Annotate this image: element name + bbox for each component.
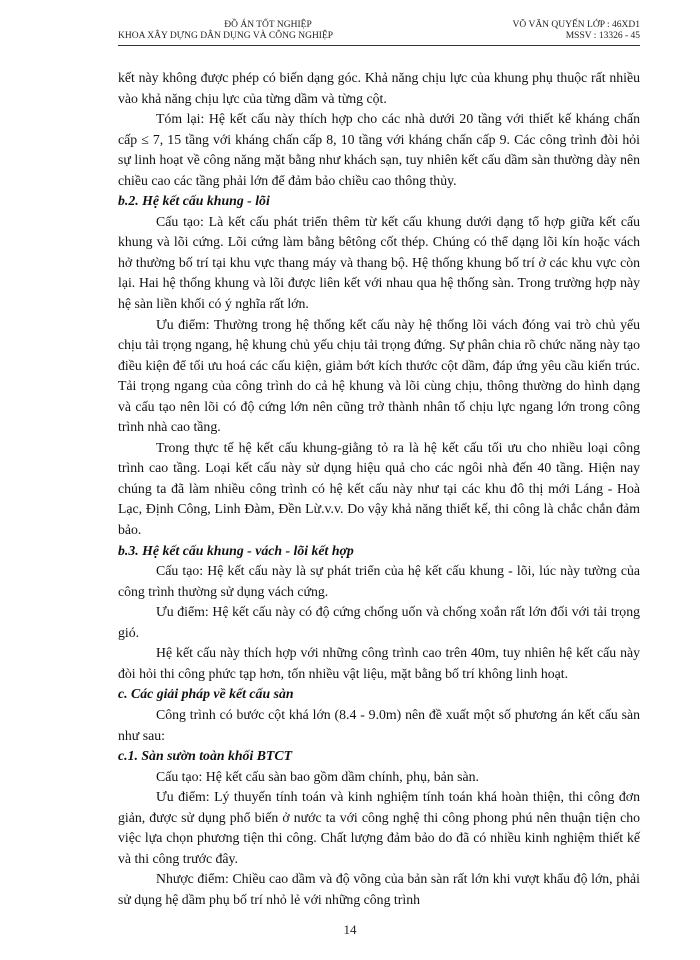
paragraph: Ưu điểm: Hệ kết cấu này có độ cứng chống uốn và chống xoắn rất lớn đối với tải trọng gió.: [118, 604, 640, 640]
paragraph: Ưu điểm: Lý thuyến tính toán và kinh nghiệm tính toán khá hoàn thiện, thi công đơn giản, được sử dụng phổ biến ở nước ta với công nghệ thi công phong phú nên thuận tiện cho việc lựa chọn phương tiện thi công. Chất lượng đảm bảo do đã có nhiều kinh nghiệm thiết kế và thi công trước đây.: [118, 789, 640, 866]
header-right: [440, 20, 640, 42]
paragraph: Công trình có bước cột khá lớn (8.4 - 9.0m) nên đề xuất một số phương án kết cấu sàn như sau:: [118, 706, 640, 743]
page-body: [118, 68, 640, 910]
section-heading: c.1. Sàn sườn toàn khối BTCT: [118, 748, 292, 764]
header-faculty: KHOA XÂY DỰNG DÂN DỤNG VÀ CÔNG NGHIỆP: [118, 31, 334, 41]
paragraph: kết này không được phép có biến dạng góc. Khả năng chịu lực của khung phụ thuộc rất nhiều vào khả năng chịu lực của từng dầm và từng cột.: [118, 70, 640, 106]
section-heading: b.3. Hệ kết cấu khung - vách - lõi kết hợp: [118, 542, 354, 558]
section-heading: b.2. Hệ kết cấu khung - lõi: [118, 193, 270, 209]
paragraph: Ưu điểm: Thường trong hệ thống kết cấu này hệ thống lõi vách đóng vai trò chủ yếu chịu tải trọng ngang, hệ khung chủ yếu chịu tải trọng đứng. Sự phân chia rõ chức năng này tạo điều kiện để tối ưu hoá các cấu kiện, giảm bớt kích thước cột dầm, đáp ứng yêu cầu kiến trúc. Tải trọng ngang của công trình do cả hệ khung và lõi cùng chịu, thông thường do hình dạng và cấu tạo nên lõi có độ cứng lớn nên cũng trở thành nhân tố chịu lực ngang lớn trong công trình nhà cao tầng.: [118, 316, 640, 435]
header-project-title: ĐỒ ÁN TỐT NGHIỆP: [224, 20, 312, 30]
page-number: 14: [343, 922, 357, 937]
paragraph: Tóm lại: Hệ kết cấu này thích hợp cho các nhà dưới 20 tầng với thiết kế kháng chấn cấp ≤ 7, 15 tầng với kháng chấn cấp 8, 10 tầng với kháng chấn cấp 9. Các công trình đòi hỏi sự linh hoạt về công năng mặt bằng như khách sạn, tuy nhiên kết cấu dầm sàn thường dày nên chiều cao các tầng phải lớn để đảm bảo chiều cao thông thủy.: [118, 111, 640, 188]
paragraph: Cấu tạo: Là kết cấu phát triển thêm từ kết cấu khung dưới dạng tổ hợp giữa kết cấu khung và lõi cứng. Lõi cứng làm bằng bêtông cốt thép. Chúng có thể dạng lõi kín hoặc vách hở thường bố trí tại khu vực thang máy và thang bộ. Hệ thống khung bố trí ở các khu vực còn lại. Hai hệ thống khung và lõi được liên kết với nhau qua hệ thống sàn. Trong trường hợp này hệ sàn liền khối có ý nghĩa rất lớn.: [118, 213, 640, 312]
page-header: [118, 20, 640, 48]
header-author-class: VÕ VĂN QUYẾN LỚP : 46XD1: [512, 20, 640, 30]
header-rule: [118, 45, 640, 46]
section-heading: c. Các giải pháp về kết cấu sàn: [118, 686, 294, 702]
paragraph: Cấu tạo: Hệ kết cấu này là sự phát triển của hệ kết cấu khung - lõi, lúc này tường của công trình thường sử dụng vách cứng.: [118, 563, 640, 599]
paragraph: Trong thực tế hệ kết cấu khung-giằng tỏ ra là hệ kết cấu tối ưu cho nhiều loại công trình cao tầng. Loại kết cấu này sử dụng hiệu quả cho các ngôi nhà đến 40 tầng. Hiện nay chúng ta đã làm nhiều công trình có hệ kết cấu này như tại các khu đô thị mới Láng - Hoà Lạc, Định Công, Linh Đàm, Đền Lừ.v.v. Do vậy khả năng thiết kế, thi công là chắc chắn đảm bảo.: [118, 439, 640, 538]
header-student-id: MSSV : 13326 - 45: [565, 31, 640, 41]
header-left: [118, 20, 418, 42]
paragraph: Nhược điểm: Chiều cao dầm và độ võng của bản sàn rất lớn khi vượt khẩu độ lớn, phải sử dụng hệ dầm phụ bố trí nhỏ lẻ với những công trình: [118, 871, 640, 907]
paragraph: Cấu tạo: Hệ kết cấu sàn bao gồm dầm chính, phụ, bản sàn.: [156, 768, 479, 784]
paragraph: Hệ kết cấu này thích hợp với những công trình cao trên 40m, tuy nhiên hệ kết cấu này đòi hỏi thi công phức tạp hơn, tốn nhiều vật liệu, mặt bằng bố trí không linh hoạt.: [118, 645, 640, 681]
